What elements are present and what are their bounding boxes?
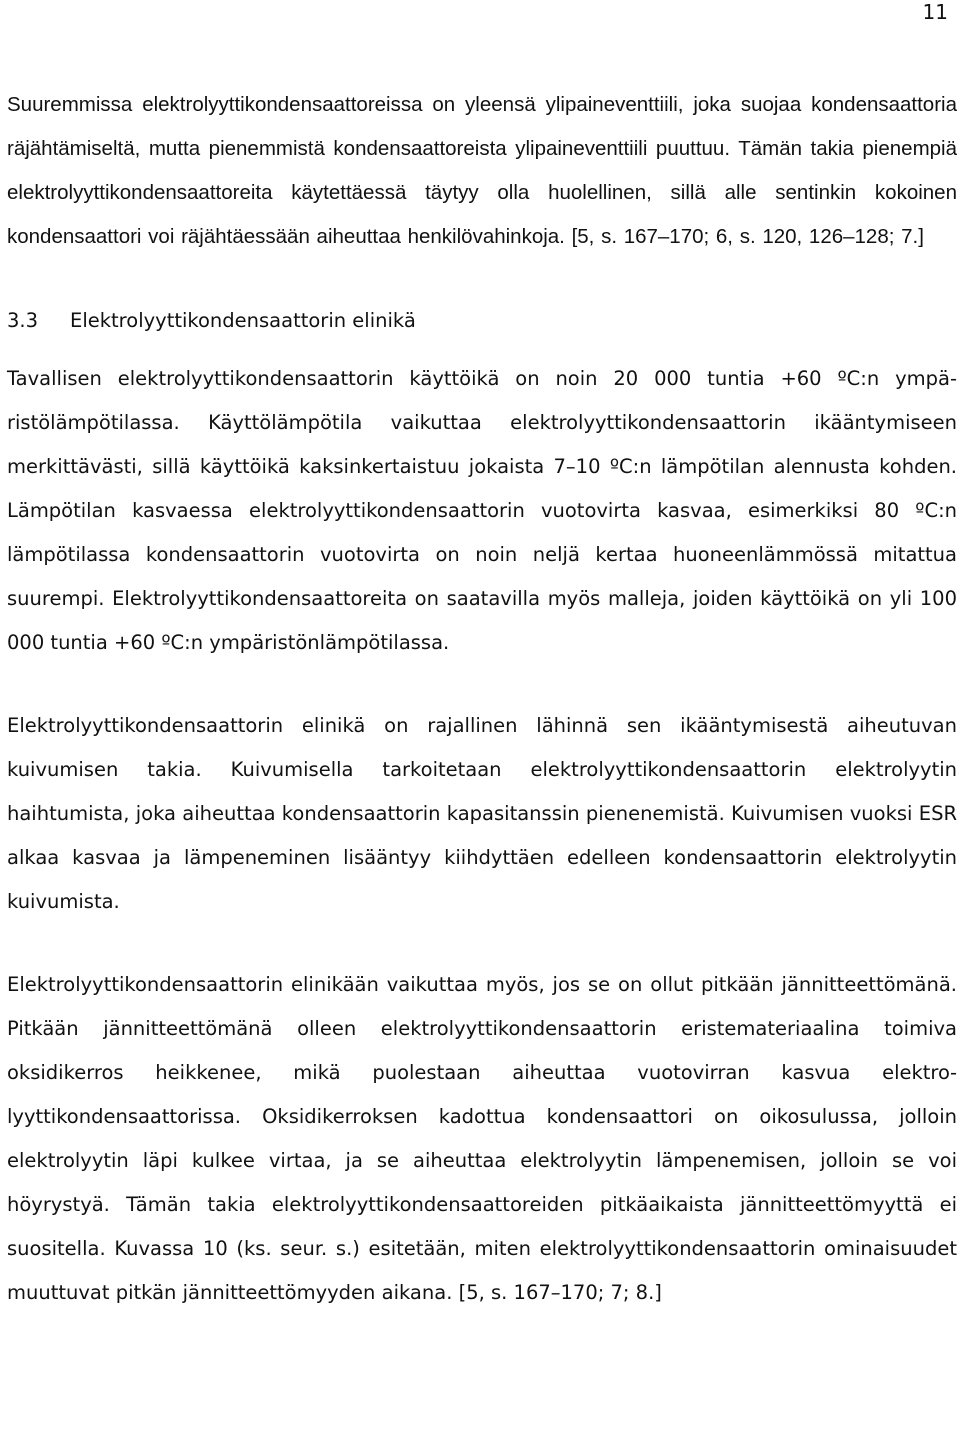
document-body <box>7 83 957 1315</box>
paragraph-lifetime: Tavallisen elektrolyyttikondensaattorin käyttöikä on noin 20 000 tuntia +60 ºC:n ympäristölämpötilassa. Käyttölämpötila vaikuttaa elektrolyyttikondensaattorin ikääntymiseen merkittävästi, sillä käyttöikä kaksinkertaistuu jokaista 7–10 ºC:n lämpötilan alennusta kohden. Lämpötilan kasvaessa elektrolyyttikondensaattorin vuotovirta kasvaa, esimerkiksi 80 ºC:n lämpötilassa kondensaattorin vuotovirta on noin neljä kertaa huoneenlämmössä mitattua suurempi. Elektrolyyttikondensaattoreita on saatavilla myös malleja, joiden käyttöikä on yli 100 000 tuntia +60 ºC:n ympäristönlämpötilassa. <box>7 367 957 654</box>
paragraph-pressure-valve: Suuremmissa elektrolyyttikondensaattoreissa on yleensä ylipaineventtiili, joka suojaa kondensaattoria räjähtämiseltä, mutta pienemmistä kondensaattoreista ylipaineventtiili puuttuu. Tämän takia pienempiä elektrolyyttikondensaattoreita käytettäessä täytyy olla huolellinen, sillä alle sentinkin kokoinen kondensaattori voi räjähtäessään aiheuttaa henkilövahinkoja. [5, s. 167–170; 6, s. 120, 126–128; 7.] <box>7 93 957 248</box>
page-number: 11 <box>922 0 948 24</box>
section-title: Elektrolyyttikondensaattorin elinikä <box>70 309 416 332</box>
paragraph-voltage-free: Elektrolyyttikondensaattorin elinikään vaikuttaa myös, jos se on ollut pitkään jännitteettömänä. Pitkään jännitteettömänä olleen elektrolyyttikondensaattorin eristemateriaalina toimiva oksidikerros heikkenee, mikä puolestaan aiheuttaa vuotovirran kasvua elektrolyyttikondensaattorissa. Oksidikerroksen kadottua kondensaattori on oikosulussa, jolloin elektrolyytin läpi kulkee virtaa, ja se aiheuttaa elektrolyytin lämpenemisen, jolloin se voi höyrystyä. Tämän takia elektrolyyttikondensaattoreiden pitkäaikaista jännitteettömyyttä ei suositella. Kuvassa 10 (ks. seur. s.) esitetään, miten elektrolyyttikondensaattorin ominaisuudet muuttuvat pitkän jännitteettömyyden aikana. [5, s. 167–170; 7; 8.] <box>7 973 957 1304</box>
section-number: 3.3 <box>7 309 39 332</box>
section-heading <box>7 299 957 343</box>
paragraph-drying: Elektrolyyttikondensaattorin elinikä on rajallinen lähinnä sen ikääntymisestä aiheutuvan kuivumisen takia. Kuivumisella tarkoitetaan elektrolyyttikondensaattorin elektrolyytin haihtumista, joka aiheuttaa kondensaattorin kapasitanssin pienenemistä. Kuivumisen vuoksi ESR alkaa kasvaa ja lämpeneminen lisääntyy kiihdyttäen edelleen kondensaattorin elektrolyytin kuivumista. <box>7 714 957 913</box>
